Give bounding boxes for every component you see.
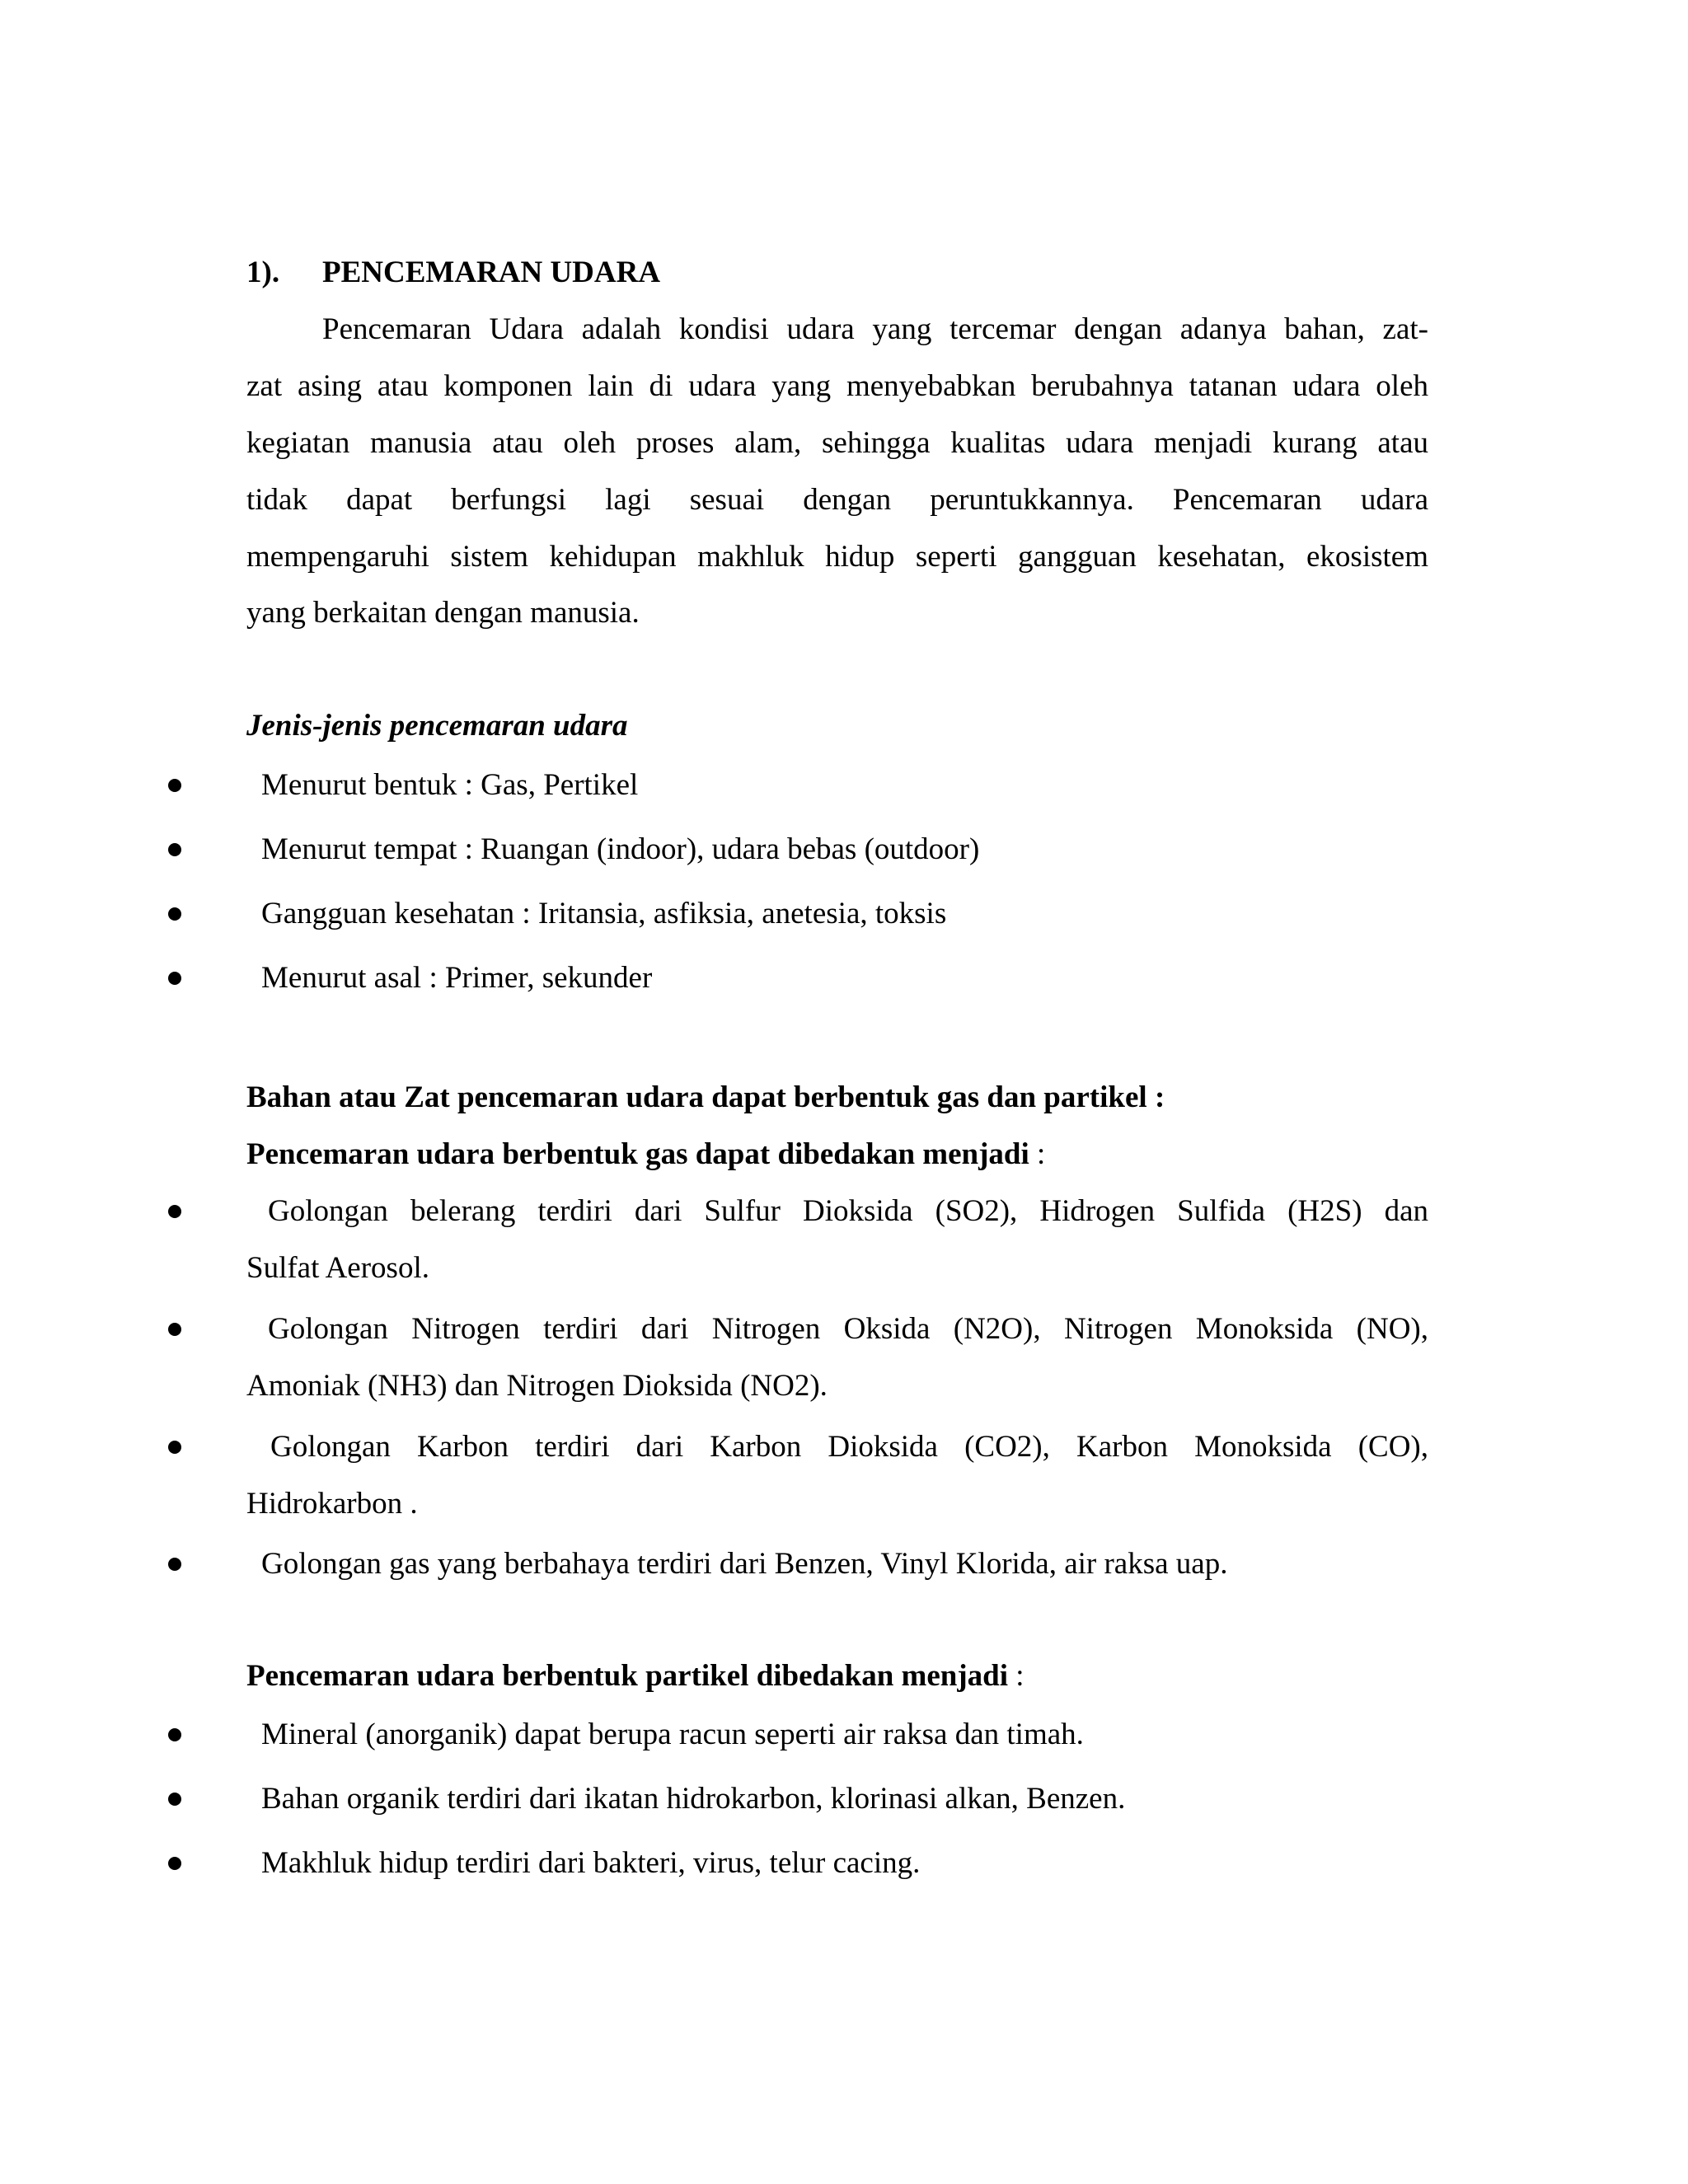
particles-item-1: Mineral (anorganik) dapat berupa racun seperti air raksa dan timah. [261,1718,1084,1751]
section-title: PENCEMARAN UDARA [322,255,661,289]
particles-heading-suffix: : [1008,1659,1025,1693]
gas-item-3-line-2: Hidrokarbon . [246,1487,418,1521]
gas-heading-line [246,1137,1045,1173]
intro-line-5: mempengaruhi sistem kehidupan makhluk hidup seperti gangguan kesehatan, ekosistem [246,540,1428,574]
bullet-icon [168,1323,181,1336]
types-item-4: Menurut asal : Primer, sekunder [261,961,653,995]
intro-line-4: tidak dapat berfungsi lagi sesuai dengan peruntukkannya. Pencemaran udara [246,483,1428,517]
gas-item-4-line-1: Golongan gas yang berbahaya terdiri dari Benzen, Vinyl Klorida, air raksa uap. [261,1547,1228,1581]
intro-line-2: zat asing atau komponen lain di udara yang menyebabkan berubahnya tatanan udara oleh [246,369,1428,403]
types-item-3: Gangguan kesehatan : Iritansia, asfiksia, anetesia, toksis [261,897,947,930]
gas-item-1-line-2: Sulfat Aerosol. [246,1251,429,1285]
bullet-icon [168,1558,181,1571]
bullet-icon [168,1205,181,1218]
bullet-icon [168,1441,181,1454]
materials-heading: Bahan atau Zat pencemaran udara dapat berbentuk gas dan partikel : [246,1080,1165,1114]
particles-heading-line [246,1658,1025,1694]
particles-item-2: Bahan organik terdiri dari ikatan hidrokarbon, klorinasi alkan, Benzen. [261,1782,1126,1816]
bullet-icon [168,779,181,792]
section-number: 1). [246,255,280,289]
types-item-1: Menurut bentuk : Gas, Pertikel [261,768,639,802]
gas-item-2-line-1: Golongan Nitrogen terdiri dari Nitrogen Oksida (N2O), Nitrogen Monoksida (NO), [268,1312,1428,1346]
bullet-icon [168,972,181,985]
types-heading: Jenis-jenis pencemaran udara [246,709,628,743]
intro-line-6: yang berkaitan dengan manusia. [246,596,640,630]
types-item-2: Menurut tempat : Ruangan (indoor), udara bebas (outdoor) [261,832,980,866]
bullet-icon [168,1857,181,1870]
particles-heading: Pencemaran udara berbentuk partikel dibedakan menjadi [246,1659,1009,1693]
gas-item-3-line-1: Golongan Karbon terdiri dari Karbon Dioksida (CO2), Karbon Monoksida (CO), [270,1430,1428,1464]
gas-item-1-line-1: Golongan belerang terdiri dari Sulfur Dioksida (SO2), Hidrogen Sulfida (H2S) dan [268,1194,1428,1228]
bullet-icon [168,907,181,921]
bullet-icon [168,843,181,856]
bullet-icon [168,1793,181,1806]
intro-line-3: kegiatan manusia atau oleh proses alam, sehingga kualitas udara menjadi kurang atau [246,426,1428,460]
gas-item-2-line-2: Amoniak (NH3) dan Nitrogen Dioksida (NO2). [246,1369,828,1403]
gas-heading: Pencemaran udara berbentuk gas dapat dibedakan menjadi [246,1137,1029,1171]
bullet-icon [168,1728,181,1741]
intro-line-1: Pencemaran Udara adalah kondisi udara yang tercemar dengan adanya bahan, zat- [322,312,1428,346]
particles-item-3: Makhluk hidup terdiri dari bakteri, virus, telur cacing. [261,1846,921,1880]
gas-heading-suffix: : [1029,1137,1046,1171]
